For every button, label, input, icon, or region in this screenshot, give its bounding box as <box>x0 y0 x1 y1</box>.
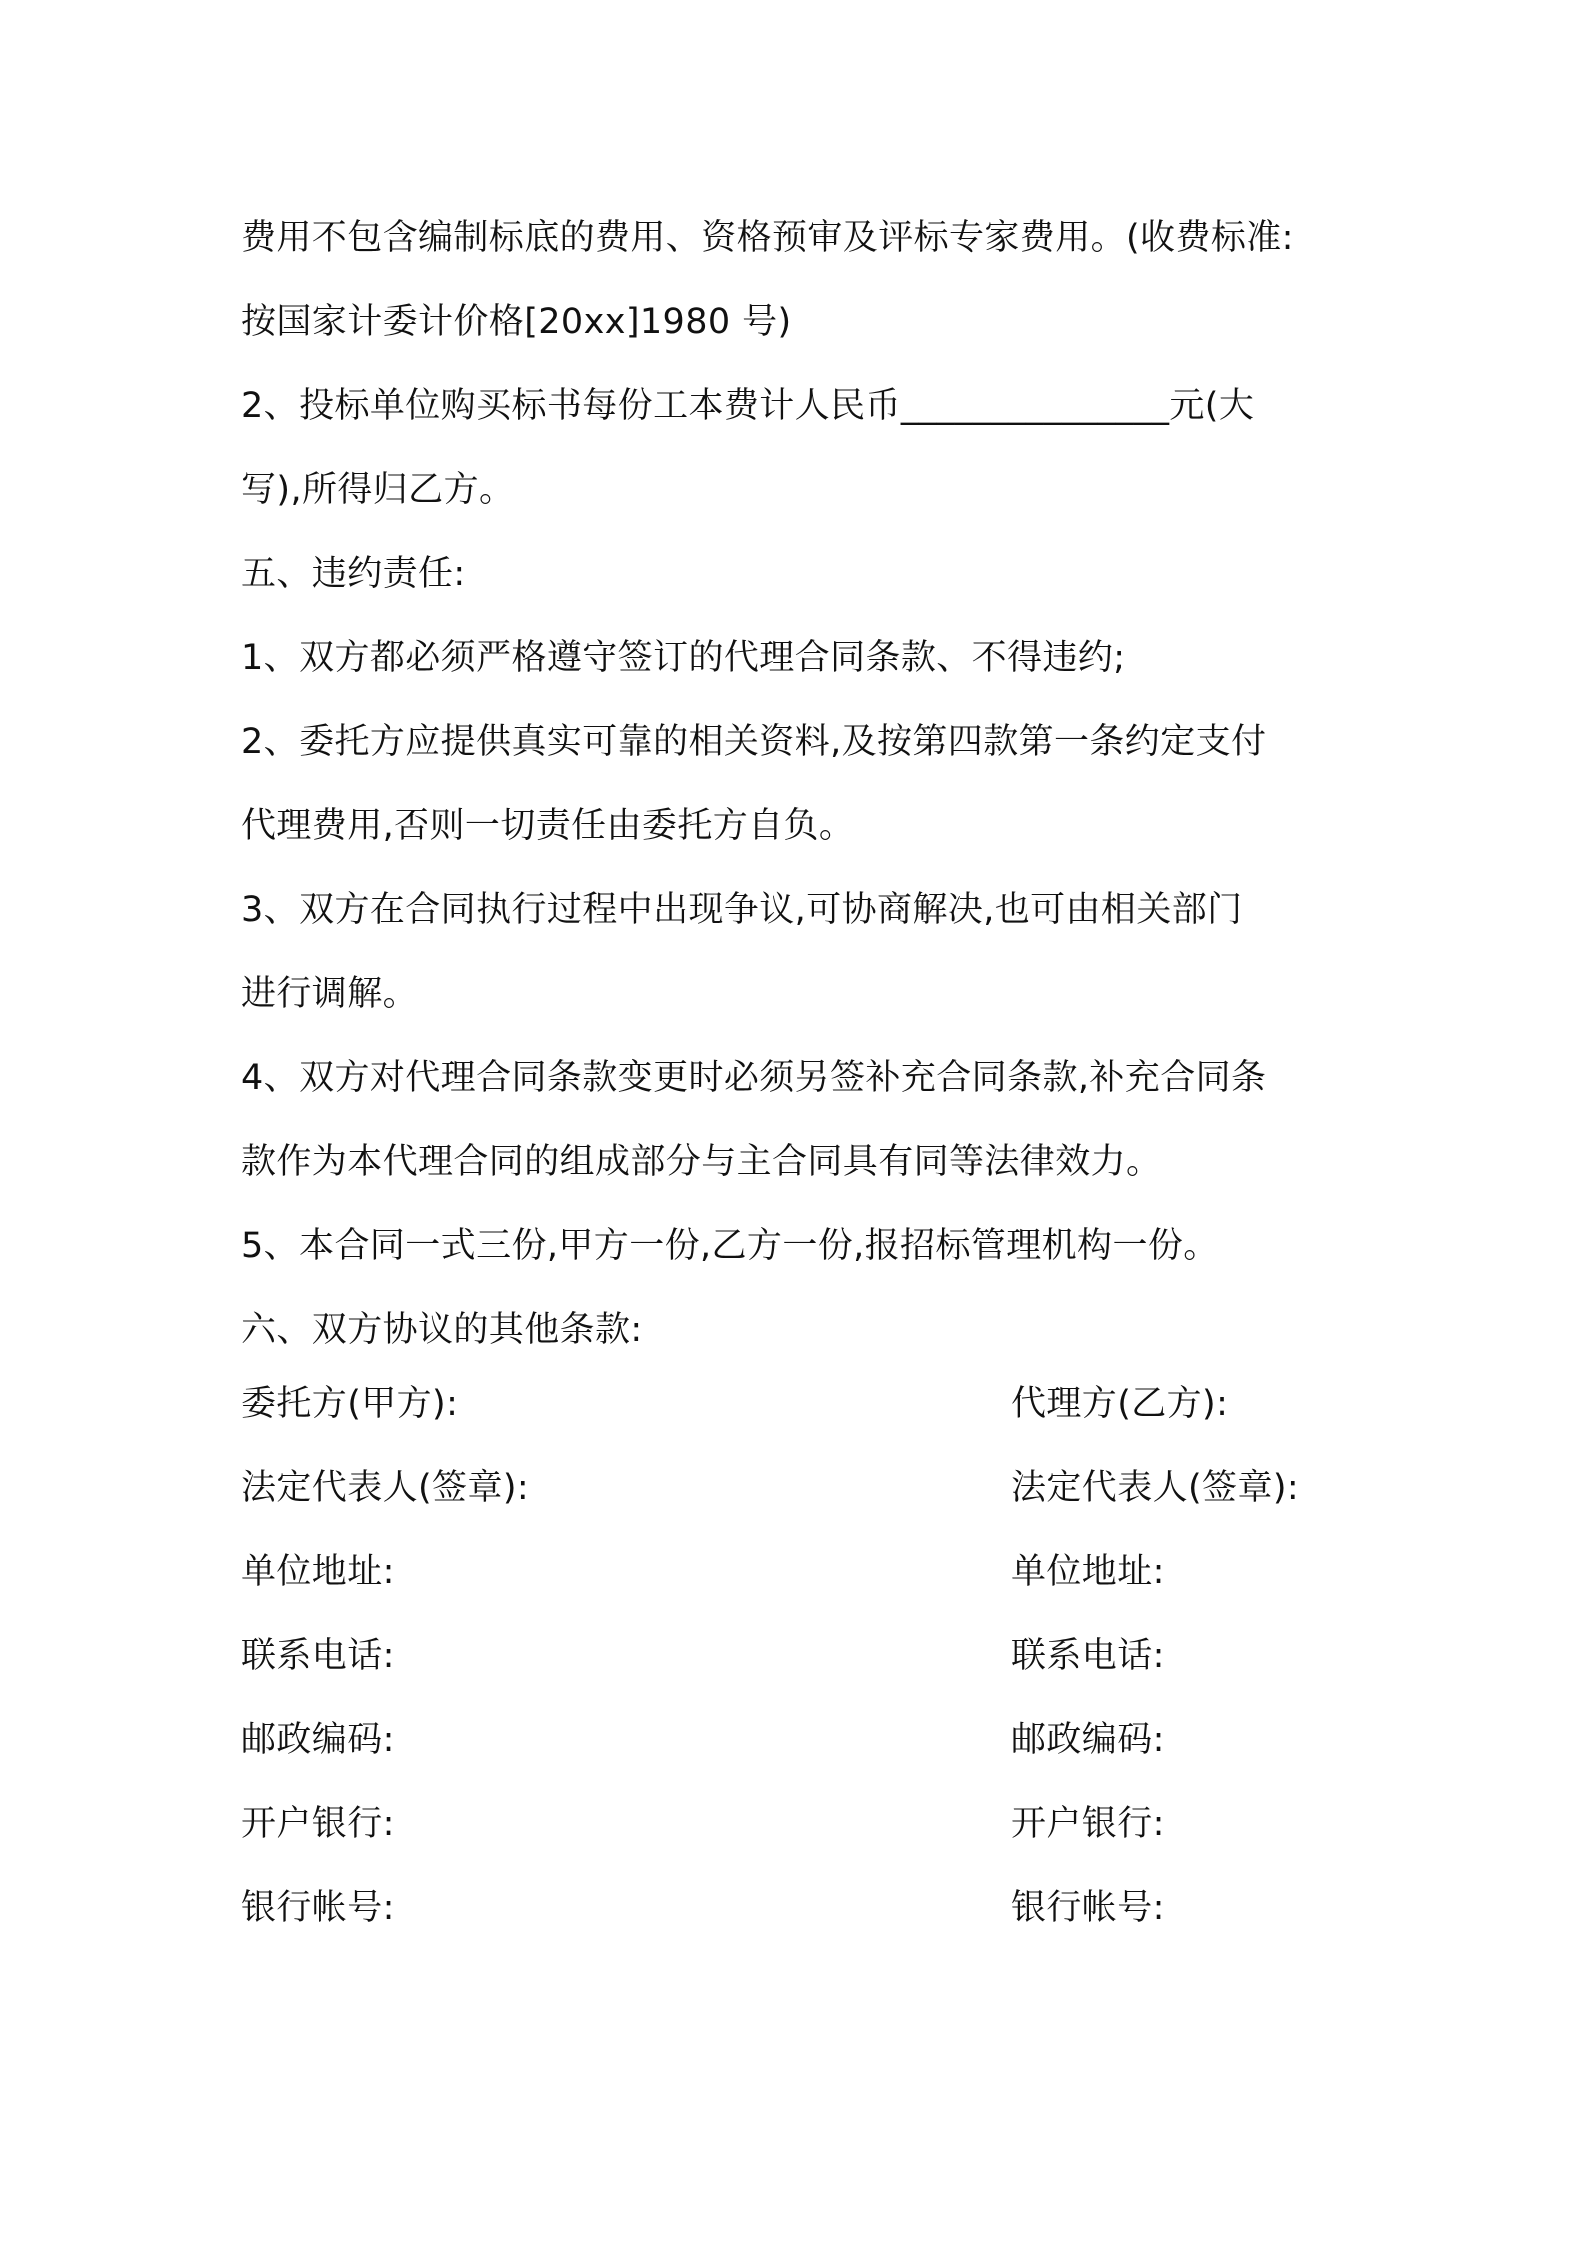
text-line: 款作为本代理合同的组成部分与主合同具有同等法律效力。 <box>241 1142 1162 1182</box>
party-b-field: 单位地址: <box>1011 1552 1165 1592</box>
signature-row <box>241 1698 1371 1782</box>
signature-row <box>241 1866 1371 1950</box>
party-a-field: 联系电话: <box>241 1636 395 1676</box>
party-b-field: 开户银行: <box>1011 1804 1165 1844</box>
signature-row <box>241 1530 1371 1614</box>
party-b-field: 银行帐号: <box>1011 1888 1165 1928</box>
section-heading: 五、违约责任: <box>241 554 466 594</box>
party-b-field: 法定代表人(签章): <box>1011 1468 1300 1508</box>
party-a-field: 法定代表人(签章): <box>241 1468 530 1508</box>
text-line: 1、双方都必须严格遵守签订的代理合同条款、不得违约; <box>241 638 1126 678</box>
signature-block <box>241 1362 1371 1950</box>
text-line: 代理费用,否则一切责任由委托方自负。 <box>241 806 855 846</box>
text-line: 2、投标单位购买标书每份工本费计人民币_______________元(大 <box>241 386 1255 426</box>
signature-row <box>241 1362 1371 1446</box>
signature-row <box>241 1446 1371 1530</box>
contract-body <box>241 196 1371 1372</box>
party-b-field: 邮政编码: <box>1011 1720 1165 1760</box>
text-line: 5、本合同一式三份,甲方一份,乙方一份,报招标管理机构一份。 <box>241 1226 1219 1266</box>
section-heading: 六、双方协议的其他条款: <box>241 1310 643 1350</box>
party-a-field: 银行帐号: <box>241 1888 395 1928</box>
signature-row <box>241 1782 1371 1866</box>
text-line: 费用不包含编制标底的费用、资格预审及评标专家费用。(收费标准: <box>241 218 1294 258</box>
text-line: 写),所得归乙方。 <box>241 470 515 510</box>
text-line: 进行调解。 <box>241 974 419 1014</box>
party-a-field: 单位地址: <box>241 1552 395 1592</box>
party-a-field: 邮政编码: <box>241 1720 395 1760</box>
party-b-field: 联系电话: <box>1011 1636 1165 1676</box>
party-a-field: 开户银行: <box>241 1804 395 1844</box>
party-b-field: 代理方(乙方): <box>1011 1384 1229 1424</box>
text-line: 2、委托方应提供真实可靠的相关资料,及按第四款第一条约定支付 <box>241 722 1267 762</box>
text-line: 按国家计委计价格[20xx]1980 号) <box>241 302 792 342</box>
text-line: 3、双方在合同执行过程中出现争议,可协商解决,也可由相关部门 <box>241 890 1243 930</box>
text-line: 4、双方对代理合同条款变更时必须另签补充合同条款,补充合同条 <box>241 1058 1267 1098</box>
signature-row <box>241 1614 1371 1698</box>
party-a-field: 委托方(甲方): <box>241 1384 459 1424</box>
